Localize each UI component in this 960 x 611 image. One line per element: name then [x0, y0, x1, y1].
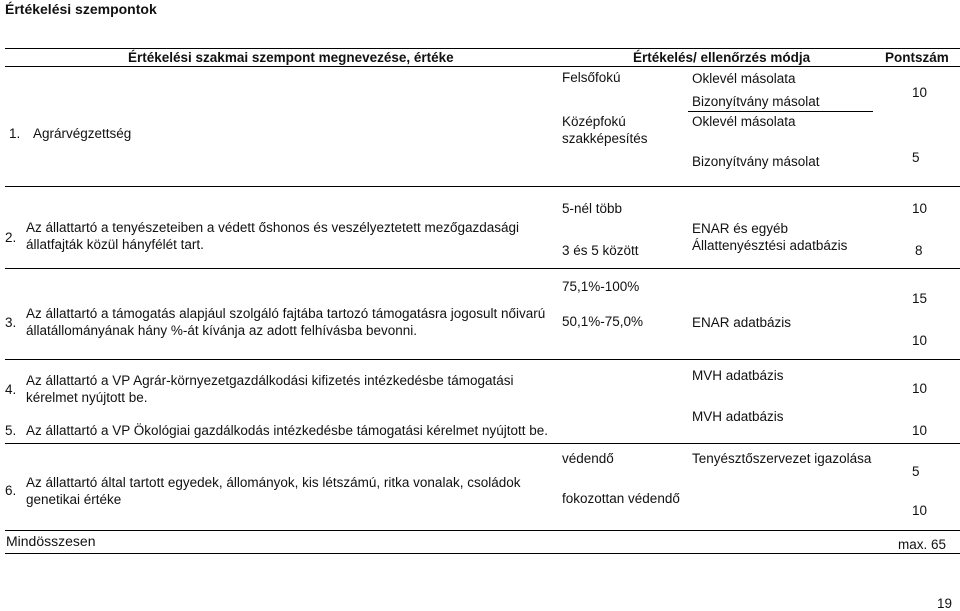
- proof-label: MVH adatbázis: [692, 409, 784, 424]
- points-value: 10: [912, 381, 928, 396]
- rule: [5, 66, 960, 67]
- proof-label: Bizonyítvány másolat: [692, 94, 820, 109]
- points-value: 15: [912, 291, 928, 306]
- page-number: 19: [936, 596, 952, 611]
- row-number: 6.: [5, 483, 17, 498]
- total-label: Mindösszesen: [6, 533, 96, 549]
- points-value: 10: [912, 423, 928, 438]
- proof-label: Oklevél másolata: [692, 71, 796, 86]
- row-criterion: Agrárvégzettség: [33, 126, 132, 141]
- level-label: 75,1%-100%: [562, 279, 640, 294]
- proof-label: Tenyésztőszervezet igazolása: [692, 451, 872, 466]
- proof-label: Bizonyítvány másolat: [692, 154, 820, 169]
- row-number: 4.: [5, 382, 17, 397]
- total-value: max. 65: [898, 537, 947, 552]
- row-criterion: Az állattartó a VP Agrár-környezetgazdálkodási kifizetés intézkedésbe támogatási kérelmet nyújtott be.: [26, 373, 514, 405]
- row-number: 1.: [9, 126, 21, 141]
- points-value: 10: [912, 333, 928, 348]
- level-label: 5-nél több: [562, 201, 623, 216]
- proof-label: ENAR adatbázis: [692, 315, 792, 330]
- header-method: Értékelés/ ellenőrzés módja: [633, 50, 811, 65]
- proof-label: MVH adatbázis: [692, 368, 784, 383]
- rule: [5, 359, 960, 360]
- header-points: Pontszám: [885, 50, 949, 65]
- rule: [688, 111, 873, 112]
- rule: [5, 553, 960, 554]
- row-criterion: Az állattartó a támogatás alapjául szolgáló fajtába tartozó támogatásra jogosult nőivarú állatállományának hány %-át kívánja az adott felhívásba bevonni.: [26, 306, 546, 338]
- points-value: 8: [915, 243, 923, 258]
- page-title: Értékelési szempontok: [5, 1, 157, 17]
- row-number: 3.: [5, 315, 17, 330]
- points-value: 5: [912, 464, 920, 479]
- level-label: védendő: [562, 451, 614, 466]
- proof-label: ENAR és egyéb Állattenyésztési adatbázis: [692, 221, 848, 253]
- row-number: 5.: [5, 423, 17, 438]
- points-value: 10: [912, 503, 928, 518]
- rule: [5, 268, 960, 269]
- rule: [5, 443, 960, 444]
- level-label: fokozottan védendő: [562, 491, 680, 506]
- level-label: 50,1%-75,0%: [562, 314, 644, 329]
- row-number: 2.: [5, 230, 17, 245]
- level-label: Középfokú szakképesítés: [562, 114, 648, 146]
- points-value: 5: [912, 150, 920, 165]
- rule: [5, 530, 960, 531]
- row-criterion: Az állattartó a tenyészeteiben a védett őshonos és veszélyeztetett mezőgazdasági állatfajták közül hányfélét tart.: [26, 220, 520, 252]
- header-criterion: Értékelési szakmai szempont megnevezése, értéke: [128, 50, 454, 65]
- points-value: 10: [912, 201, 928, 216]
- row-criterion: Az állattartó a VP Ökológiai gazdálkodás intézkedésbe támogatási kérelmet nyújtott be.: [26, 423, 549, 438]
- level-label: Felsőfokú: [562, 70, 621, 85]
- rule: [5, 186, 960, 187]
- level-label: 3 és 5 között: [562, 243, 639, 258]
- points-value: 10: [912, 85, 928, 100]
- row-criterion: Az állattartó által tartott egyedek, állományok, kis létszámú, ritka vonalak, csoládok genetikai értéke: [26, 475, 521, 507]
- proof-label: Oklevél másolata: [692, 114, 796, 129]
